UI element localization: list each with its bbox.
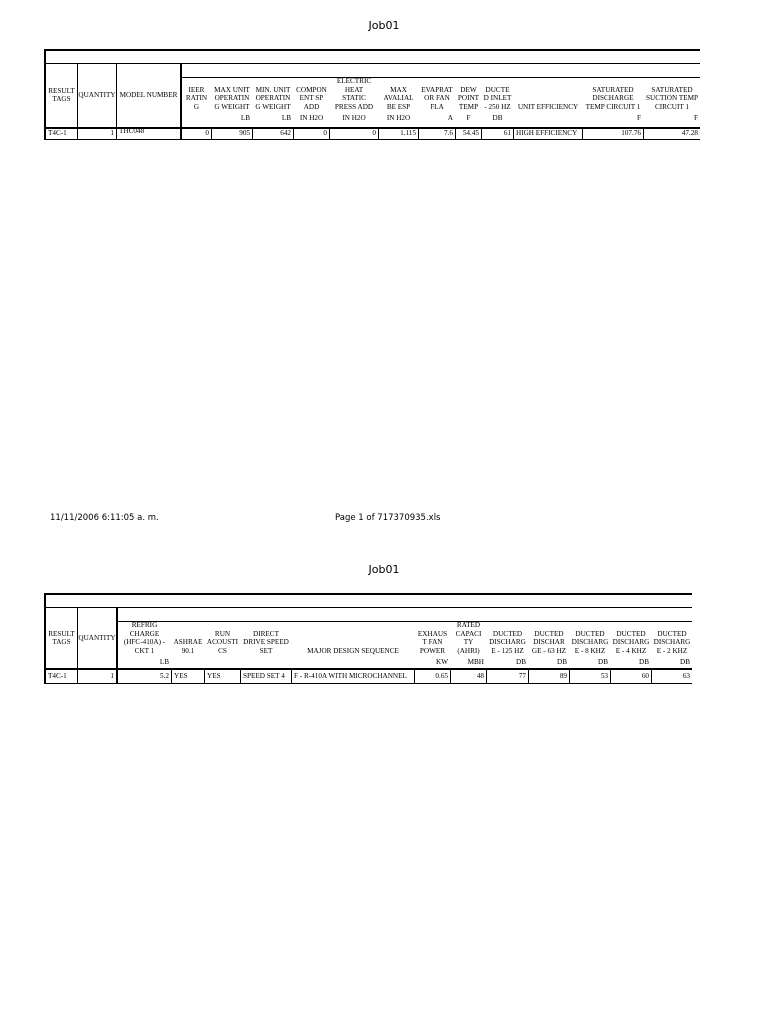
table-cell: 1.115	[400, 129, 416, 137]
column-unit: DB	[516, 658, 526, 666]
column-header: MODEL NUMBER	[119, 90, 178, 99]
column-header: EXHAUS T FAN POWER	[417, 629, 448, 655]
column-header: IEER RATIN G	[185, 85, 208, 111]
table-cell: 63	[682, 672, 690, 680]
column-unit: F	[637, 114, 641, 122]
column-header: EVAPRAT OR FAN FLA	[421, 85, 453, 111]
table-cell: YES	[207, 672, 221, 680]
column-header: SATURATED DISCHARGE TEMP CIRCUIT 1	[585, 85, 641, 111]
column-unit: DB	[680, 658, 690, 666]
column-header: ELECTRIC HEAT STATIC PRESS ADD	[334, 77, 374, 111]
table-cell: 1	[110, 672, 114, 680]
column-header: RATED CAPACI TY (AHRI)	[455, 621, 482, 655]
column-unit: LB	[281, 114, 291, 122]
table-cell: 61	[503, 129, 511, 137]
table-cell: THC048	[119, 127, 145, 135]
column-unit: DB	[598, 658, 608, 666]
column-unit: A	[447, 114, 453, 122]
table-cell: 0	[323, 129, 327, 137]
table-cell: 60	[641, 672, 649, 680]
column-unit: IN H2O	[386, 114, 411, 122]
column-header: REFRIG CHARGE (HFC-410A) - CKT 1	[123, 621, 166, 655]
column-header: RUN ACOUSTI CS	[206, 629, 239, 655]
table-cell: 1	[110, 129, 114, 137]
column-header: DUCTED DISCHARG E - 2 KHZ	[653, 629, 691, 655]
table-cell: 53	[600, 672, 608, 680]
column-header: COMPON ENT SP ADD	[296, 85, 327, 111]
column-unit: MBH	[467, 658, 484, 666]
column-unit: DB	[639, 658, 649, 666]
column-header: DUCTE D INLET - 250 HZ	[483, 85, 512, 111]
column-unit: IN H2O	[342, 114, 366, 122]
table-cell: F - R-410A WITH MICROCHANNEL	[294, 672, 407, 680]
column-unit: F	[694, 114, 698, 122]
column-unit: DB	[557, 658, 567, 666]
table-cell: 77	[518, 672, 526, 680]
table-cell: 5.2	[160, 672, 169, 680]
table-cell: 47.28	[681, 129, 698, 137]
column-header: DUCTED DISCHARG E - 125 HZ	[489, 629, 526, 655]
table-cell: 0.65	[435, 672, 448, 680]
table-cell: HIGH EFFICIENCY	[516, 129, 578, 137]
table-cell: 642	[280, 129, 291, 137]
column-header: RESULT TAGS	[48, 629, 75, 646]
column-header: DUCTED DISCHARG E - 4 KHZ	[612, 629, 650, 655]
column-header: DIRECT DRIVE SPEED SET	[243, 629, 289, 655]
column-unit: F	[466, 114, 471, 122]
column-unit: IN H2O	[299, 114, 324, 122]
column-header: MAX UNIT OPERATIN G WEIGHT	[214, 85, 250, 111]
column-header: DUCTED DISCHARG E - 8 KHZ	[571, 629, 609, 655]
table-cell: 107.76	[621, 129, 641, 137]
page-indicator: Page 1 of 717370935.xls	[335, 513, 441, 523]
column-header: RESULT TAGS	[48, 86, 75, 103]
table-cell: SPEED SET 4	[243, 672, 285, 680]
print-date: 11/11/2006 6:11:05 a. m.	[50, 513, 159, 523]
column-header: DEW POINT TEMP	[457, 85, 480, 111]
column-header: ASHRAE 90.1	[173, 638, 203, 655]
table-cell: 905	[239, 129, 250, 137]
table-cell: 54.45	[462, 129, 479, 137]
table-cell: YES	[174, 672, 188, 680]
column-header: QUANTITY	[78, 90, 116, 99]
table-cell: T4C-1	[48, 672, 67, 680]
table-cell: 0	[205, 129, 209, 137]
column-unit: LB	[159, 658, 170, 666]
table-cell: 89	[559, 672, 567, 680]
column-header: MAX AVALIAL BE ESP	[383, 85, 414, 111]
table-cell: 0	[372, 129, 376, 137]
page-title: Job01	[368, 563, 400, 576]
column-header: UNIT EFFICIENCY	[517, 102, 579, 111]
table-cell: 7.6	[444, 129, 453, 137]
column-unit: KW	[436, 658, 448, 666]
column-unit: DB	[492, 114, 503, 122]
column-header: MAJOR DESIGN SEQUENCE	[307, 646, 399, 655]
table-cell: 48	[476, 672, 484, 680]
column-header: DUCTED DISCHAR GE - 63 HZ	[531, 629, 567, 655]
table-cell: T4C-1	[48, 129, 67, 137]
column-header: MIN. UNIT OPERATIN G WEIGHT	[255, 85, 291, 111]
column-header: SATURATED SUCTION TEMP CIRCUIT 1	[646, 85, 698, 111]
column-header: QUANTITY	[78, 633, 116, 642]
page-title: Job01	[368, 19, 400, 32]
column-unit: LB	[240, 114, 250, 122]
